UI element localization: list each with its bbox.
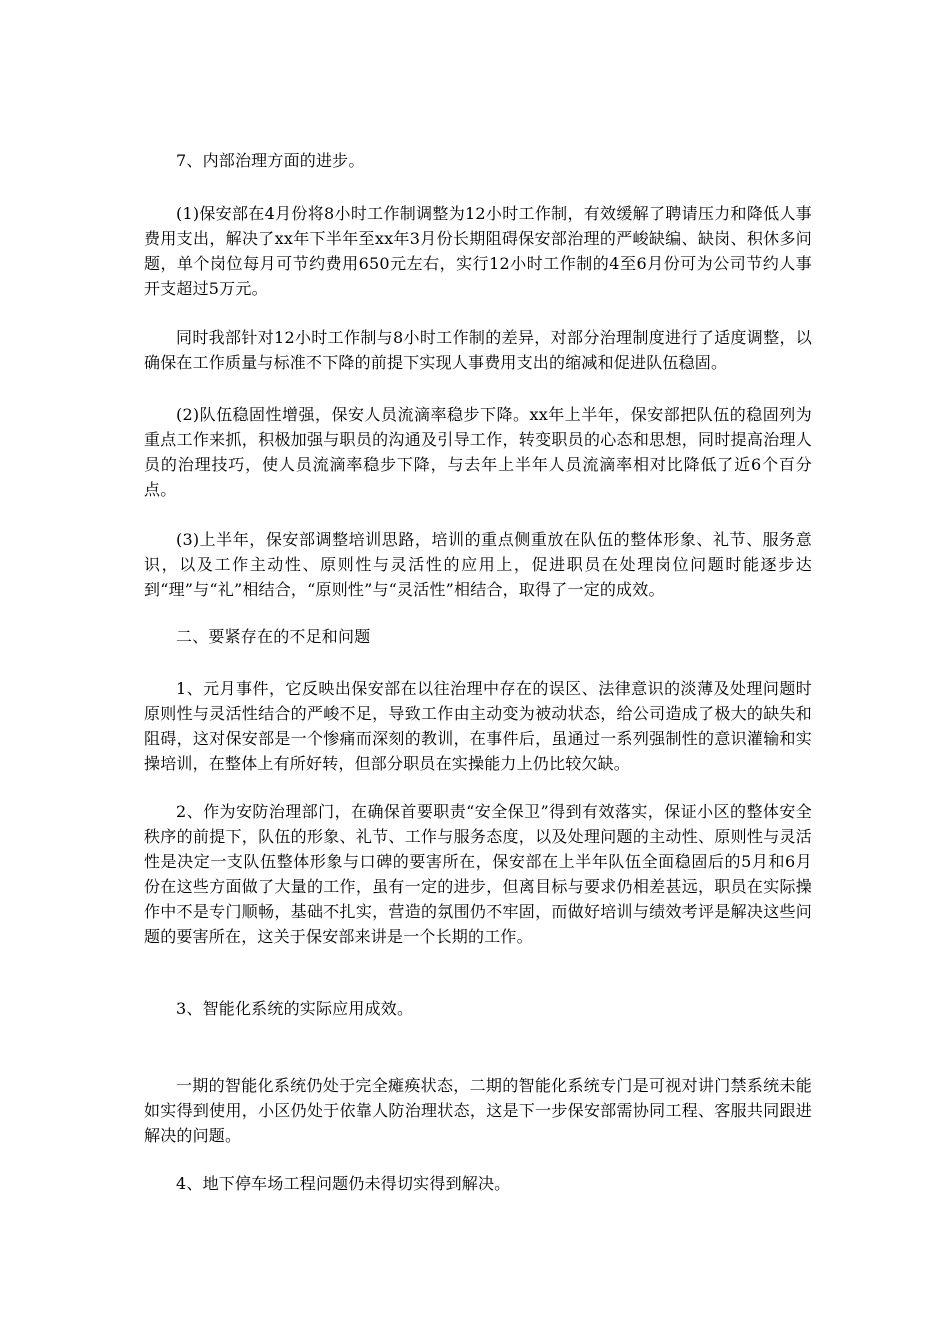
paragraph-new-year-incident: 1、元月事件，它反映出保安部在以往治理中存在的误区、法律意识的淡薄及处理问题时原则性与灵活性结合的严峻不足，导致工作由主动变为被动状态，给公司造成了极大的缺失和阻碍，这对保安部是一个惨痛而深刻的教训，在事件后，虽通过一系列强制性的意识灌输和实操培训，在整体上有所好转，但部分职员在实操能力上仍比较欠缺。: [144, 679, 812, 773]
paragraph-work-schedule: (1)保安部在4月份将8小时工作制调整为12小时工作制，有效缓解了聘请压力和降低人事费用支出，解决了xx年下半年至xx年3月份长期阻碍保安部治理的严峻缺编、缺岗、积休多问题，单个岗位每月可节约费用650元左右，实行12小时工作制的4至6月份可为公司节约人事开支超过5万元。: [144, 204, 812, 298]
paragraph-section-7-heading: 7、内部治理方面的进步。: [176, 151, 365, 170]
paragraph-team-stability: (2)队伍稳固性增强，保安人员流滴率稳步下降。xx年上半年，保安部把队伍的稳固列为重点工作来抓，积极加强与职员的沟通及引导工作，转变职员的心态和思想，同时提高治理人员的治理技巧，使人员流滴率稳步下降，与去年上半年人员流滴率相对比降低了近6个百分点。: [144, 405, 812, 499]
paragraph-smart-system: 一期的智能化系统仍处于完全瘫痪状态，二期的智能化系统专门是可视对讲门禁系统未能如实得到使用，小区仍处于依靠人防治理状态，这是下一步保安部需协同工程、客服共同跟进解决的问题。: [144, 1076, 812, 1145]
paragraph-security-department: 2、作为安防治理部门，在确保首要职责“安全保卫”得到有效落实，保证小区的整体安全秩序的前提下，队伍的形象、礼节、工作与服务态度，以及处理问题的主动性、原则性与灵活性是决定一支队伍整体形象与口碑的要害所在，保安部在上半年队伍全面稳固后的5月和6月份在这些方面做了大量的工作，虽有一定的进步，但离目标与要求仍相差甚远，职员在实际操作中不是专门顺畅，基础不扎实，营造的氛围仍不牢固，而做好培训与绩效考评是解决这些问题的要害所在，这关于保安部来讲是一个长期的工作。: [144, 802, 812, 946]
paragraph-smart-system-heading: 3、智能化系统的实际应用成效。: [176, 999, 414, 1018]
paragraph-system-adjustment: 同时我部针对12小时工作制与8小时工作制的差异，对部分治理制度进行了适度调整，以确保在工作质量与标准不下降的前提下实现人事费用支出的缩减和促进队伍稳固。: [144, 328, 812, 372]
paragraph-parking-issue: 4、地下停车场工程问题仍未得切实得到解决。: [176, 1174, 511, 1193]
paragraph-section-2-heading: 二、要紧存在的不足和问题: [176, 627, 371, 646]
paragraph-training: (3)上半年，保安部调整培训思路，培训的重点侧重放在队伍的整体形象、礼节、服务意识，以及工作主动性、原则性与灵活性的应用上，促进职员在处理岗位问题时能逐步达到“理”与“礼”相结合，“原则性”与“灵活性”相结合，取得了一定的成效。: [144, 530, 812, 599]
